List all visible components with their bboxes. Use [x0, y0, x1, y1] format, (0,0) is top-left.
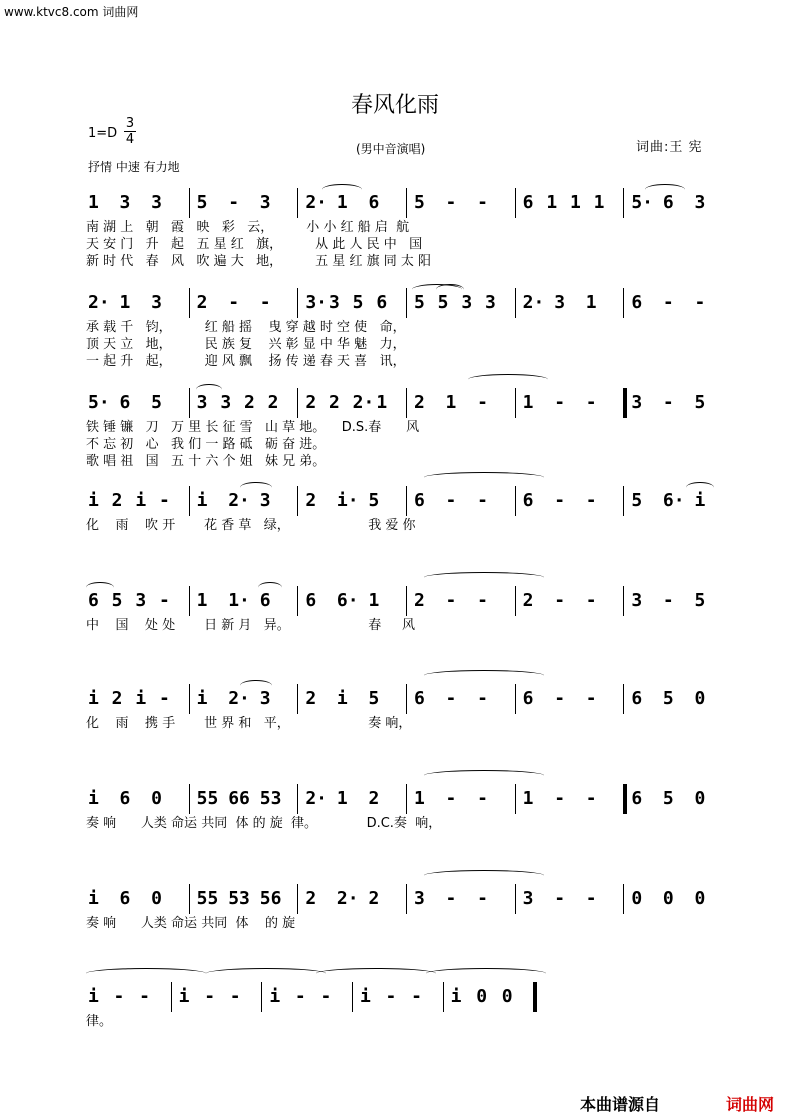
- note: 5: [662, 688, 674, 709]
- note: 2: [328, 392, 340, 413]
- note: 3·: [305, 292, 328, 313]
- note: 3: [328, 292, 340, 313]
- barline: [515, 586, 516, 616]
- note: i: [88, 888, 99, 909]
- note: 2: [368, 788, 380, 809]
- lyric-line: 南 湖 上 朝 霞 映 彩 云， 小 小 红 船 启 航: [86, 220, 410, 235]
- note: 0: [631, 888, 643, 909]
- note: 1: [546, 192, 558, 213]
- note: 3: [259, 192, 271, 213]
- lyric-line: 承 载 千 钧， 红 船 摇 曳 穿 越 时 空 使 命，: [86, 320, 406, 335]
- barline: [406, 684, 407, 714]
- barline: [515, 288, 516, 318]
- note: 2·: [228, 490, 250, 511]
- lyric-line: 一 起 升 起， 迎 风 飘 扬 传 递 春 天 喜 讯，: [86, 354, 406, 369]
- lyric-line: 天 安 门 升 起 五 星 红 旗， 从 此 人 民 中 国: [86, 237, 423, 252]
- lyric-line: 歌 唱 祖 国 五 十 六 个 姐 妹 兄 弟。: [86, 454, 326, 469]
- note: 0: [151, 788, 162, 809]
- lyric-line: 化 雨 吹 开 花 香 草 绿， 我 爱 你: [86, 518, 416, 533]
- note: 5: [352, 292, 364, 313]
- note: 0: [662, 888, 674, 909]
- note: 6: [631, 292, 643, 313]
- note: 3: [196, 392, 208, 413]
- note: -: [411, 986, 422, 1007]
- barline: [297, 684, 298, 714]
- note: 6: [119, 888, 131, 909]
- note: 6: [662, 192, 674, 213]
- singer-note: (男中音演唱): [356, 142, 426, 156]
- barline: [406, 288, 407, 318]
- note: -: [229, 986, 241, 1007]
- note: 0: [694, 888, 706, 909]
- note: -: [477, 888, 488, 909]
- note: -: [554, 590, 566, 611]
- slur-arc: [424, 572, 544, 583]
- slur-arc: [86, 968, 206, 979]
- note: i: [88, 986, 99, 1007]
- note: 3: [522, 888, 534, 909]
- double-barline: [623, 784, 627, 814]
- lyric-line: 中 国 处 处 日 新 月 异。 春 风: [86, 618, 415, 633]
- slur-arc: [424, 670, 544, 681]
- note: 53: [228, 888, 250, 909]
- barline: [189, 288, 190, 318]
- slur-arc: [316, 968, 436, 979]
- barline: [406, 486, 407, 516]
- slur-arc: [424, 770, 544, 781]
- barline: [189, 586, 190, 616]
- note: -: [228, 292, 240, 313]
- barline: [297, 388, 298, 418]
- note: 5: [368, 688, 380, 709]
- lyric-line: 奏 响 人类 命运 共同 体 的 旋 律。 D.C.奏 响，: [86, 816, 442, 831]
- note: 56: [259, 888, 282, 909]
- double-barline: [533, 982, 537, 1012]
- note: 1: [336, 788, 348, 809]
- note: -: [477, 192, 488, 213]
- note: -: [228, 192, 240, 213]
- note: -: [477, 392, 488, 413]
- note: 1: [196, 590, 208, 611]
- slur-arc: [426, 968, 546, 979]
- note: 5: [694, 392, 706, 413]
- note: 3: [631, 590, 643, 611]
- note: i: [88, 788, 99, 809]
- note: -: [585, 888, 597, 909]
- note: i: [196, 490, 208, 511]
- note: 1: [585, 292, 597, 313]
- note: 2: [305, 688, 317, 709]
- note: -: [477, 590, 488, 611]
- note: 3: [259, 490, 271, 511]
- slur-arc: [206, 968, 326, 979]
- note: 2: [305, 490, 317, 511]
- slur-arc: [240, 680, 272, 691]
- slur-arc: [322, 184, 362, 195]
- note: 1: [368, 590, 380, 611]
- note: 2·: [305, 788, 328, 809]
- song-title: 春风化雨: [350, 93, 439, 118]
- barline: [623, 684, 624, 714]
- barline: [261, 982, 262, 1012]
- barline: [515, 486, 516, 516]
- note: i: [196, 688, 208, 709]
- note: 66: [228, 788, 250, 809]
- barline: [623, 884, 624, 914]
- barline: [515, 684, 516, 714]
- note: 3: [694, 192, 706, 213]
- note: 3: [414, 888, 425, 909]
- note: 0: [694, 788, 706, 809]
- note: 6: [522, 688, 534, 709]
- barline: [297, 188, 298, 218]
- note: 53: [259, 788, 282, 809]
- slur-arc: [258, 582, 282, 593]
- double-barline: [623, 388, 627, 418]
- note: -: [385, 986, 397, 1007]
- note: -: [445, 490, 457, 511]
- note: 5: [196, 192, 208, 213]
- note: -: [662, 392, 674, 413]
- note: 2·: [305, 192, 328, 213]
- note: 5: [414, 192, 425, 213]
- note: 6: [119, 788, 131, 809]
- note: i: [450, 986, 462, 1007]
- barline: [623, 288, 624, 318]
- lyric-line: 顶 天 立 地， 民 族 复 兴 彰 显 中 华 魅 力，: [86, 337, 406, 352]
- note: 3: [631, 392, 643, 413]
- lyric-line: 新 时 代 春 风 吹 遍 大 地， 五 星 红 旗 同 太 阳: [86, 254, 431, 269]
- barline: [171, 982, 172, 1012]
- note: -: [554, 688, 566, 709]
- slur-arc: [196, 384, 222, 395]
- note: 2·: [352, 392, 375, 413]
- note: 1: [88, 192, 99, 213]
- note: -: [585, 490, 597, 511]
- note: 5·: [88, 392, 110, 413]
- barline: [189, 188, 190, 218]
- note: i: [88, 688, 99, 709]
- note: 3: [485, 292, 496, 313]
- note: -: [477, 788, 488, 809]
- barline: [406, 884, 407, 914]
- barline: [406, 784, 407, 814]
- barline: [515, 784, 516, 814]
- note: -: [204, 986, 216, 1007]
- note: -: [445, 192, 457, 213]
- note: i: [336, 688, 348, 709]
- note: 5: [437, 292, 449, 313]
- note: 3: [259, 688, 271, 709]
- barline: [297, 288, 298, 318]
- note: 2·: [336, 888, 359, 909]
- note: i: [135, 688, 147, 709]
- note: i: [88, 490, 99, 511]
- site-watermark: www.ktvc8.com 词曲网: [4, 5, 139, 19]
- barline: [623, 188, 624, 218]
- note: 3: [151, 292, 162, 313]
- note: 6: [305, 590, 317, 611]
- slur-arc: [424, 472, 544, 483]
- note: -: [445, 788, 457, 809]
- note: -: [477, 688, 488, 709]
- lyric-line: 铁 锤 镰 刀 万 里 长 征 雪 山 草 地。 D.S.春 风: [86, 420, 420, 435]
- barline: [406, 188, 407, 218]
- barline: [623, 586, 624, 616]
- note: -: [662, 590, 674, 611]
- note: 1: [522, 392, 534, 413]
- note: 6: [631, 688, 643, 709]
- barline: [352, 982, 353, 1012]
- barline: [515, 388, 516, 418]
- note: 6: [368, 192, 380, 213]
- note: -: [585, 788, 597, 809]
- note: 5: [151, 392, 162, 413]
- note: 2: [305, 888, 317, 909]
- note: -: [585, 590, 597, 611]
- note: 6: [522, 192, 534, 213]
- note: 2: [414, 392, 425, 413]
- tempo-marking: 抒情 中速 有力地: [88, 160, 180, 174]
- note: -: [554, 490, 566, 511]
- note: 1: [569, 192, 581, 213]
- time-bottom: 4: [125, 132, 135, 147]
- note: 6: [414, 490, 425, 511]
- note: -: [585, 688, 597, 709]
- note: 5: [368, 490, 380, 511]
- footer-site-logo: 词曲网: [725, 1095, 774, 1114]
- note: i·: [336, 490, 359, 511]
- note: 3: [135, 590, 147, 611]
- lyric-line: 奏 响 人类 命运 共同 体 的 旋: [86, 916, 296, 931]
- lyric-line: 化 雨 携 手 世 界 和 平， 奏 响，: [86, 716, 412, 731]
- note: i: [269, 986, 281, 1007]
- note: -: [554, 888, 566, 909]
- note: 2·: [88, 292, 110, 313]
- footer-source: 本曲谱源自: [579, 1095, 660, 1114]
- note: -: [259, 292, 271, 313]
- slur-arc: [686, 482, 714, 493]
- note: 6: [414, 688, 425, 709]
- note: 6·: [662, 490, 685, 511]
- note: 2: [414, 590, 425, 611]
- note: 1: [445, 392, 457, 413]
- note: -: [554, 392, 566, 413]
- note: 5·: [631, 192, 654, 213]
- note: 1: [522, 788, 534, 809]
- credit: 词曲:王 宪: [636, 140, 703, 155]
- barline: [297, 884, 298, 914]
- note: 55: [196, 788, 219, 809]
- note: 6: [88, 590, 99, 611]
- note: 0: [151, 888, 162, 909]
- note: -: [554, 788, 566, 809]
- note: 6·: [336, 590, 359, 611]
- barline: [623, 486, 624, 516]
- time-top: 3: [125, 116, 135, 131]
- note: 6: [376, 292, 388, 313]
- lyric-line: 律。: [86, 1014, 113, 1029]
- note: 1: [593, 192, 605, 213]
- note: 1: [376, 392, 388, 413]
- note: i: [360, 986, 371, 1007]
- barline: [189, 388, 190, 418]
- note: 1: [414, 788, 425, 809]
- note: -: [159, 688, 170, 709]
- note: 5: [694, 590, 706, 611]
- lyric-line: 不 忘 初 心 我 们 一 路 砥 砺 奋 进。: [86, 437, 326, 452]
- note: 2: [111, 490, 123, 511]
- note: 0: [694, 688, 706, 709]
- barline: [189, 784, 190, 814]
- barline: [515, 884, 516, 914]
- note: 3: [119, 192, 131, 213]
- note: -: [294, 986, 306, 1007]
- note: -: [159, 490, 170, 511]
- note: -: [445, 688, 457, 709]
- note: -: [320, 986, 332, 1007]
- barline: [189, 884, 190, 914]
- note: -: [445, 888, 457, 909]
- note: 5: [662, 788, 674, 809]
- note: 0: [501, 986, 513, 1007]
- note: 5: [111, 590, 123, 611]
- slur-arc: [240, 482, 272, 493]
- note: i: [178, 986, 190, 1007]
- barline: [515, 188, 516, 218]
- barline: [189, 486, 190, 516]
- note: 6: [522, 490, 534, 511]
- note: 0: [476, 986, 488, 1007]
- note: 2: [196, 292, 208, 313]
- note: 1: [336, 192, 348, 213]
- note: 2: [267, 392, 279, 413]
- slur-arc: [412, 284, 462, 295]
- note: -: [113, 986, 125, 1007]
- note: -: [139, 986, 150, 1007]
- note: i: [135, 490, 147, 511]
- note: 6: [631, 788, 643, 809]
- note: 1: [119, 292, 131, 313]
- note: 3: [220, 392, 232, 413]
- note: 3: [151, 192, 162, 213]
- note: -: [477, 490, 488, 511]
- note: 5: [414, 292, 425, 313]
- key-signature: 1=D: [88, 126, 118, 141]
- note: 2·: [522, 292, 545, 313]
- barline: [406, 388, 407, 418]
- barline: [297, 784, 298, 814]
- note: 6: [259, 590, 271, 611]
- barline: [297, 486, 298, 516]
- note: -: [585, 392, 597, 413]
- note: 1·: [228, 590, 250, 611]
- note: 2: [368, 888, 380, 909]
- slur-arc: [645, 184, 685, 195]
- barline: [443, 982, 444, 1012]
- note: 2·: [228, 688, 250, 709]
- slur-arc: [86, 582, 114, 593]
- note: 3: [461, 292, 473, 313]
- note: 5: [631, 490, 643, 511]
- barline: [406, 586, 407, 616]
- note: -: [159, 590, 170, 611]
- barline: [297, 586, 298, 616]
- note: 2: [243, 392, 255, 413]
- note: 3: [554, 292, 566, 313]
- note: 2: [305, 392, 317, 413]
- time-signature: [124, 116, 136, 147]
- note: 6: [119, 392, 131, 413]
- note: -: [662, 292, 674, 313]
- note: -: [445, 590, 457, 611]
- note: i: [694, 490, 706, 511]
- slur-arc: [424, 870, 544, 881]
- note: 2: [111, 688, 123, 709]
- slur-arc: [468, 374, 548, 385]
- note: 2: [522, 590, 534, 611]
- note: 55: [196, 888, 219, 909]
- barline: [189, 684, 190, 714]
- note: -: [694, 292, 706, 313]
